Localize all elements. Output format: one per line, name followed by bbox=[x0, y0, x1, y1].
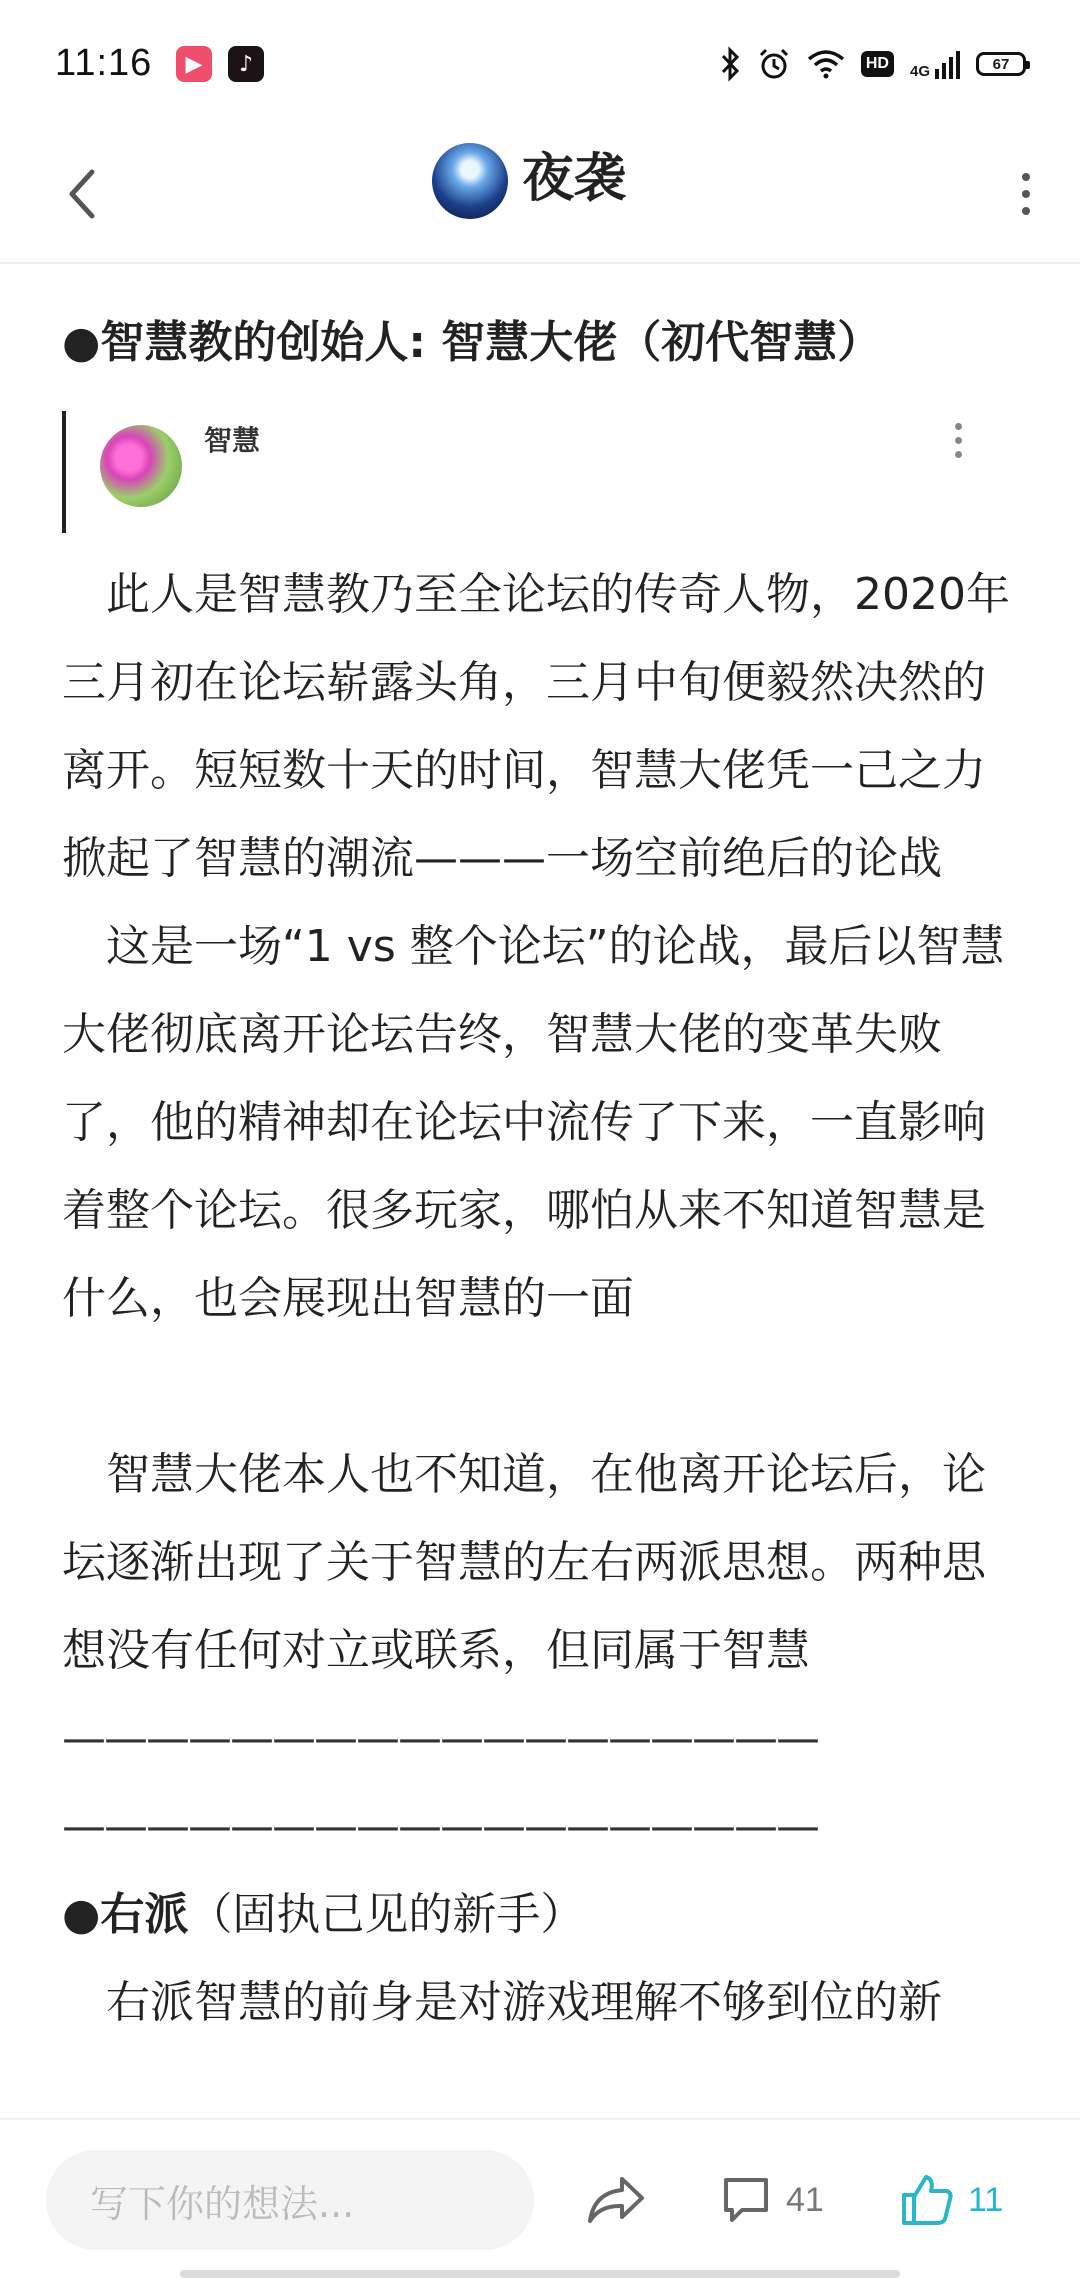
right-faction-title: ●右派 bbox=[62, 1889, 189, 1941]
share-button[interactable] bbox=[580, 2160, 652, 2240]
paragraph-text: 右派智慧的前身是对游戏理解不够到位的新 bbox=[106, 1977, 942, 2029]
back-button[interactable] bbox=[40, 152, 124, 236]
comment-input-placeholder: 写下你的想法... bbox=[90, 2181, 355, 2226]
battery-level: 67 bbox=[992, 55, 1010, 73]
comment-button[interactable] bbox=[720, 2160, 824, 2240]
share-icon bbox=[586, 2173, 646, 2227]
divider-line: —————————————————— bbox=[62, 1713, 818, 1765]
author-avatar[interactable] bbox=[432, 143, 508, 219]
comment-count: 41 bbox=[786, 2180, 824, 2219]
top-navigation bbox=[0, 130, 1080, 264]
signal-icon bbox=[934, 49, 960, 79]
paragraph bbox=[62, 903, 1022, 1343]
paragraph-text: 智慧大佬本人也不知道，在他离开论坛后，论坛逐渐出现了关于智慧的左右两派思想。两种思想没有任何对立或联系，但同属于智慧 bbox=[62, 1449, 986, 1677]
dot-icon bbox=[955, 451, 962, 458]
quoted-post-more-button[interactable] bbox=[955, 423, 962, 458]
article-body bbox=[62, 300, 1022, 2047]
dot-icon bbox=[1022, 207, 1030, 215]
author-name[interactable]: 夜袭 bbox=[522, 149, 627, 209]
paragraph-text: 这是一场“1 vs 整个论坛”的论战，最后以智慧大佬彻底离开论坛告终，智慧大佬的变革失败了，他的精神却在论坛中流传了下来，一直影响着整个论坛。很多玩家，哪怕从来不知道智慧是什么，也会展现出智慧的一面 bbox=[62, 921, 1005, 1325]
quoted-author-avatar[interactable] bbox=[100, 425, 182, 507]
like-button[interactable] bbox=[900, 2160, 1003, 2240]
alarm-icon bbox=[757, 47, 791, 81]
thumbs-up-icon bbox=[900, 2173, 954, 2227]
system-icons bbox=[719, 44, 1026, 84]
dot-icon bbox=[1022, 190, 1030, 198]
paragraph-text: 此人是智慧教乃至全论坛的传奇人物，2020年三月初在论坛崭露头角，三月中旬便毅然决然的离开。短短数十天的时间，智慧大佬凭一己之力掀起了智慧的潮流———一场空前绝后的论战 bbox=[62, 569, 1010, 885]
home-indicator bbox=[180, 2270, 900, 2278]
bottom-action-bar bbox=[0, 2118, 1080, 2282]
status-time: 11:16 bbox=[55, 42, 153, 84]
tiktok-app-icon: ♪ bbox=[228, 46, 264, 82]
video-app-icon: ▶ bbox=[176, 46, 212, 82]
section-heading: ●智慧教的创始人: 智慧大佬（初代智慧） bbox=[62, 317, 882, 368]
signal-indicator bbox=[910, 49, 960, 79]
battery-icon bbox=[976, 52, 1026, 76]
right-faction-heading bbox=[62, 1871, 1022, 1959]
bluetooth-icon bbox=[719, 47, 741, 81]
chevron-left-icon bbox=[62, 164, 102, 224]
comment-input[interactable] bbox=[46, 2150, 534, 2250]
paragraph bbox=[62, 551, 1022, 903]
more-options-button[interactable] bbox=[996, 152, 1056, 236]
like-count: 11 bbox=[968, 2180, 1004, 2219]
status-bar bbox=[0, 0, 1080, 130]
paragraph bbox=[62, 1431, 1022, 1695]
paragraph bbox=[62, 1959, 1022, 2047]
dot-icon bbox=[1022, 173, 1030, 181]
wifi-icon bbox=[807, 49, 845, 79]
divider-line: —————————————————— bbox=[62, 1801, 818, 1853]
dot-icon bbox=[955, 437, 962, 444]
right-faction-subtitle: （固执己见的新手） bbox=[188, 1889, 585, 1941]
network-type: 4G bbox=[909, 63, 930, 80]
quoted-post-card[interactable] bbox=[62, 411, 1022, 533]
hd-badge: HD bbox=[861, 51, 894, 77]
blank-line bbox=[62, 1343, 1022, 1431]
quoted-author-name[interactable]: 智慧 bbox=[204, 424, 261, 458]
dot-icon bbox=[955, 423, 962, 430]
comment-icon bbox=[720, 2174, 772, 2226]
